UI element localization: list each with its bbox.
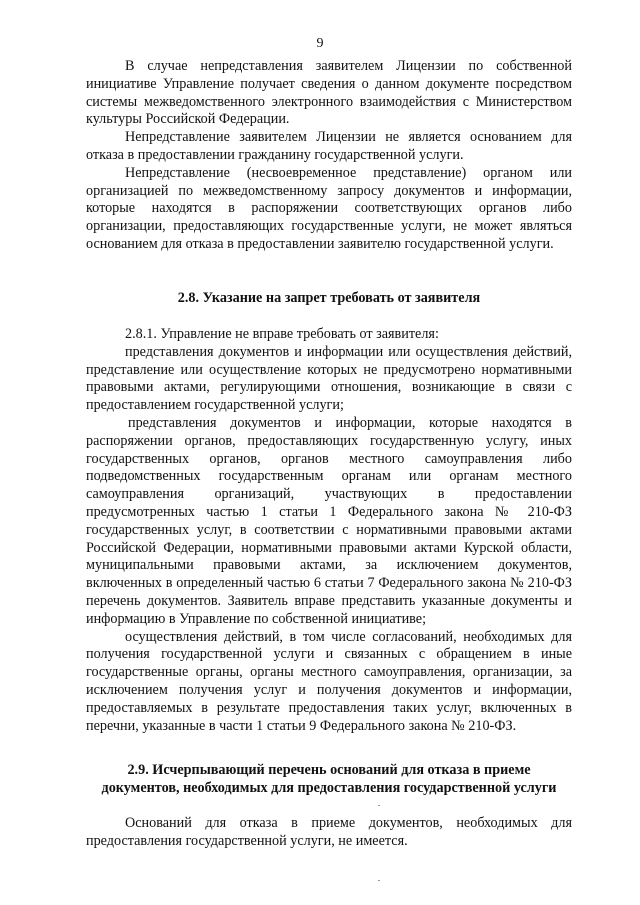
paragraph-license-info: В случае непредставления заявителем Лицензии по собственной инициативе Управление получает сведения о данном документе посредством системы межведомственного электронного взаимодействия с Министерством культуры Российской Федерации.: [86, 58, 572, 128]
paragraph-prohibition-1: представления документов и информации или осуществления действий, представление или осуществление которых не предусмотрено нормативными правовыми актами, регулирующими отношения, возникающие в связи с предоставлением государственной услуги;: [86, 343, 572, 414]
scan-speck: [378, 880, 380, 881]
section-2-9-body: [86, 815, 572, 851]
paragraph-2-8-1: 2.8.1. Управление не вправе требовать от заявителя:: [125, 326, 439, 342]
intro-paragraphs: [86, 58, 572, 254]
section-2-9-heading-line2: документов, необходимых для предоставления государственной услуги: [101, 780, 557, 796]
page-number: 9: [316, 36, 324, 51]
paragraph-non-submission: Непредставление заявителем Лицензии не является основанием для отказа в предоставлении гражданину государственной услуги.: [86, 129, 572, 163]
paragraph-no-grounds: Оснований для отказа в приеме документов, необходимых для предоставления государственной услуги, не имеется.: [86, 815, 572, 849]
scan-speck: [378, 805, 380, 806]
paragraph-prohibition-3: осуществления действий, в том числе согласований, необходимых для получения государственной услуги и связанных с обращением в иные государственные органы, органы местного самоуправления, организации, за исключением получения услуг и получения документов и информации, предоставляемых в результате предоставления таких услуг, включенных в перечни, указанные в части 1 статьи 9 Федерального закона № 210-ФЗ.: [86, 628, 572, 734]
section-2-9-heading: [86, 761, 572, 797]
section-2-8-heading: 2.8. Указание на запрет требовать от заявителя: [177, 290, 481, 306]
section-2-9-heading-line1: 2.9. Исчерпывающий перечень оснований для отказа в приеме: [127, 762, 531, 778]
section-2-8-body: [86, 326, 572, 735]
paragraph-prohibition-2: представления документов и информации, которые находятся в распоряжении органов, предоставляющих государственную услугу, иных государственных органов, органов местного самоуправления либо подведомственных государственным органам или органам местного самоуправления организаций, участвующих в предоставлении предусмотренных частью 1 статьи 1 Федерального закона № 210-ФЗ государственных услуг, в соответствии с нормативными правовыми актами Российской Федерации, нормативными правовыми актами Курской области, муниципальными правовыми актами, за исключением документов, включенных в определенный частью 6 статьи 7 Федерального закона № 210-ФЗ перечень документов. Заявитель вправе представить указанные документы и информацию в Управление по собственной инициативе;: [86, 414, 572, 627]
paragraph-interagency-request: Непредставление (несвоевременное представление) органом или организацией по межведомственному запросу документов и информации, которые находятся в распоряжении соответствующих органов либо организации, предоставляющих государственные услуги, не может являться основанием для отказа в предоставлении заявителю государственной услуги.: [86, 164, 572, 252]
